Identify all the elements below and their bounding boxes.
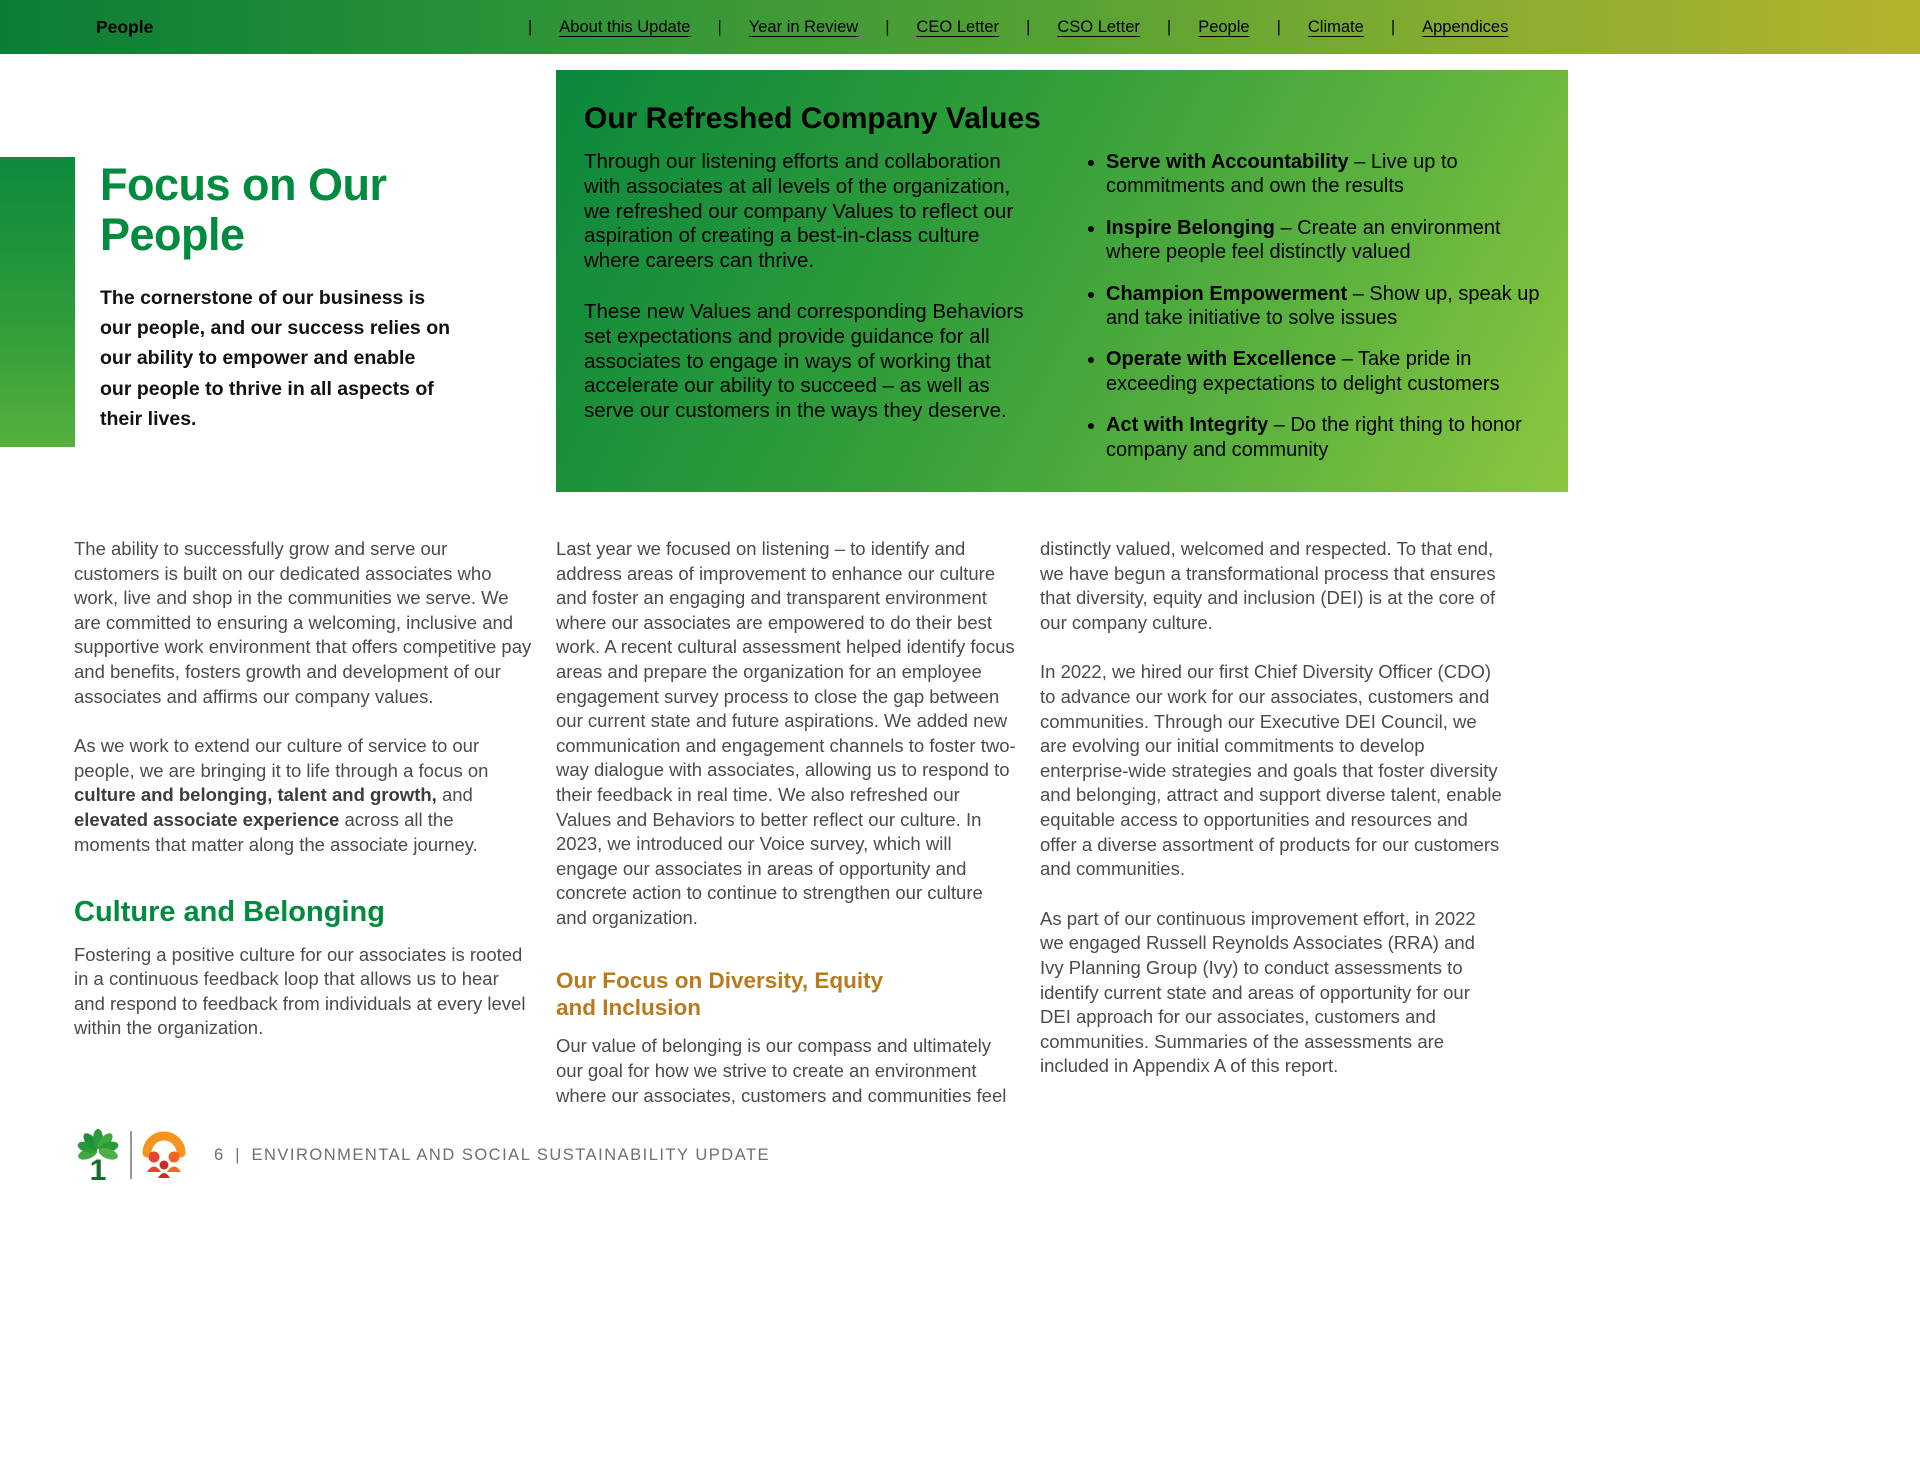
values-list-item bbox=[1106, 413, 1540, 462]
paragraph: distinctly valued, welcomed and respected. To that end, we have begun a transformational process that ensures that diversity, equity and inclusion (DEI) is at the core of our company culture. bbox=[1040, 538, 1496, 633]
paragraph bbox=[74, 734, 534, 857]
values-panel bbox=[556, 70, 1568, 492]
nav-separator: | bbox=[885, 17, 890, 36]
nav-link-appendices[interactable]: Appendices bbox=[1422, 17, 1509, 36]
page-title: Focus on Our People bbox=[100, 159, 387, 260]
tree-logo-icon bbox=[72, 1126, 124, 1184]
footer-separator: | bbox=[235, 1145, 240, 1164]
emphasis-text: culture and belonging, talent and growth, bbox=[74, 784, 437, 806]
paragraph: Last year we focused on listening – to identify and address areas of improvement to enhance our culture and foster an engaging and transparent environment where our associates are empowered to do their best work. A recent cultural assessment helped identify focus areas and prepare the organization for an employee engagement survey process to close the gap between our current state and future aspirations. We added new communication and engagement channels to foster two-way dialogue with associates, allowing us to respond to their feedback in real time. We also refreshed our Values and Behaviors to better reflect our culture. In 2023, we introduced our Voice survey, which will engage our associates in areas of opportunity and concrete action to continue to strengthen our culture and organization. bbox=[556, 538, 1016, 928]
values-panel-text bbox=[584, 150, 1036, 479]
footer-text bbox=[214, 1146, 770, 1165]
accent-bar bbox=[0, 157, 75, 447]
section-heading-culture-and-belonging: Culture and Belonging bbox=[74, 896, 385, 929]
value-description: – Live up to commitments and own the results bbox=[1106, 151, 1458, 198]
nav-link-about-this-update[interactable]: About this Update bbox=[559, 17, 691, 36]
values-list-item bbox=[1106, 282, 1540, 331]
body-column-3 bbox=[1040, 537, 1502, 1079]
value-description: – Create an environment where people feel distinctly valued bbox=[1106, 216, 1501, 264]
logo-divider bbox=[130, 1131, 132, 1179]
paragraph: Fostering a positive culture for our associates is rooted in a continuous feedback loop that allows us to hear and respond to feedback from individuals at every level within the organization. bbox=[74, 943, 526, 1039]
nav-link-cso-letter[interactable]: CSO Letter bbox=[1057, 17, 1140, 36]
nav-link-year-in-review[interactable]: Year in Review bbox=[748, 17, 859, 36]
value-description: – Take pride in exceeding expectations to delight customers bbox=[1106, 348, 1500, 395]
paragraph: The ability to successfully grow and serve our customers is built on our dedicated associates who work, live and shop in the communities we serve. We are committed to ensuring a welcoming, inclusive and supportive work environment that offers competitive pay and benefits, fosters growth and development of our associates and affirms our company values. bbox=[74, 538, 532, 707]
page-number: 6 bbox=[214, 1145, 224, 1164]
value-name: Inspire Belonging bbox=[1106, 216, 1275, 239]
nav-separator: | bbox=[528, 17, 533, 36]
nav-separator: | bbox=[717, 17, 722, 36]
values-list-item bbox=[1106, 216, 1540, 265]
nav-link-ceo-letter[interactable]: CEO Letter bbox=[916, 17, 1000, 36]
nav-links bbox=[528, 0, 1508, 54]
paragraph-text: across all the moments that matter along the associate journey. bbox=[74, 808, 478, 855]
paragraph: Our value of belonging is our compass and ultimately our goal for how we strive to create an environment where our associates, customers and communities feel bbox=[556, 1035, 1007, 1106]
nav-link-people[interactable]: People bbox=[1198, 17, 1250, 36]
value-description: – Do the right thing to honor company and community bbox=[1106, 414, 1522, 461]
nav-separator: | bbox=[1390, 17, 1396, 36]
emphasis-text: elevated associate experience bbox=[74, 808, 340, 830]
paragraph-text: As we work to extend our culture of service to our people, we are bringing it to life through a focus on bbox=[74, 735, 489, 781]
values-list-item bbox=[1106, 347, 1540, 396]
values-list bbox=[1084, 150, 1540, 479]
paragraph-text: and bbox=[436, 784, 473, 806]
footer-title: ENVIRONMENTAL AND SOCIAL SUSTAINABILITY UPDATE bbox=[251, 1145, 771, 1164]
value-name: Champion Empowerment bbox=[1106, 282, 1348, 305]
values-panel-title: Our Refreshed Company Values bbox=[584, 102, 1041, 135]
values-paragraph-1: Through our listening efforts and collaboration with associates at all levels of the organization, we refreshed our company Values to reflect our aspiration of creating a best-in-class culture where careers can thrive. bbox=[584, 150, 1014, 273]
page-footer bbox=[72, 1124, 770, 1186]
body-column-1 bbox=[74, 537, 534, 1041]
nav-link-climate[interactable]: Climate bbox=[1307, 17, 1364, 36]
page-intro: The cornerstone of our business is our people, and our success relies on our ability to empower and enable our people to thrive in all aspects of their lives. bbox=[100, 287, 451, 430]
paragraph: As part of our continuous improvement effort, in 2022 we engaged Russell Reynolds Associates (RRA) and Ivy Planning Group (Ivy) to conduct assessments to identify current state and areas of opportunity for our DEI approach for our associates, customers and communities. Summaries of the assessments are included in Appendix A of this report. bbox=[1040, 907, 1476, 1077]
nav-separator: | bbox=[1276, 17, 1281, 36]
value-description: – Show up, speak up and take initiative to solve issues bbox=[1106, 282, 1540, 329]
nav-current-section: People bbox=[96, 17, 154, 37]
values-panel-columns bbox=[584, 150, 1540, 479]
nav-separator: | bbox=[1166, 17, 1172, 36]
section-heading-dei: Our Focus on Diversity, Equity and Inclusion bbox=[556, 967, 884, 1020]
value-name: Operate with Excellence bbox=[1106, 348, 1337, 371]
values-paragraph-2: These new Values and corresponding Behaviors set expectations and provide guidance for all associates to engage in ways of working that accelerate our ability to succeed – as well as serve our customers in the ways they deserve. bbox=[584, 299, 1024, 423]
paragraph: In 2022, we hired our first Chief Diversity Officer (CDO) to advance our work for our associates, customers and communities. Through our Executive DEI Council, we are evolving our initial commitments to develop enterprise-wide strategies and goals that foster diversity and belonging, attract and support diverse talent, enable equitable access to opportunities and resources and offer a diverse assortment of products for our customers and communities. bbox=[1040, 661, 1502, 880]
value-name: Act with Integrity bbox=[1106, 414, 1269, 437]
top-nav bbox=[0, 0, 1920, 54]
family-logo-icon bbox=[140, 1126, 188, 1184]
values-list-item bbox=[1106, 150, 1540, 199]
svg-text:1: 1 bbox=[89, 1154, 107, 1184]
value-name: Serve with Accountability bbox=[1106, 151, 1349, 173]
nav-separator: | bbox=[1026, 17, 1031, 36]
body-column-2 bbox=[556, 537, 1016, 1108]
